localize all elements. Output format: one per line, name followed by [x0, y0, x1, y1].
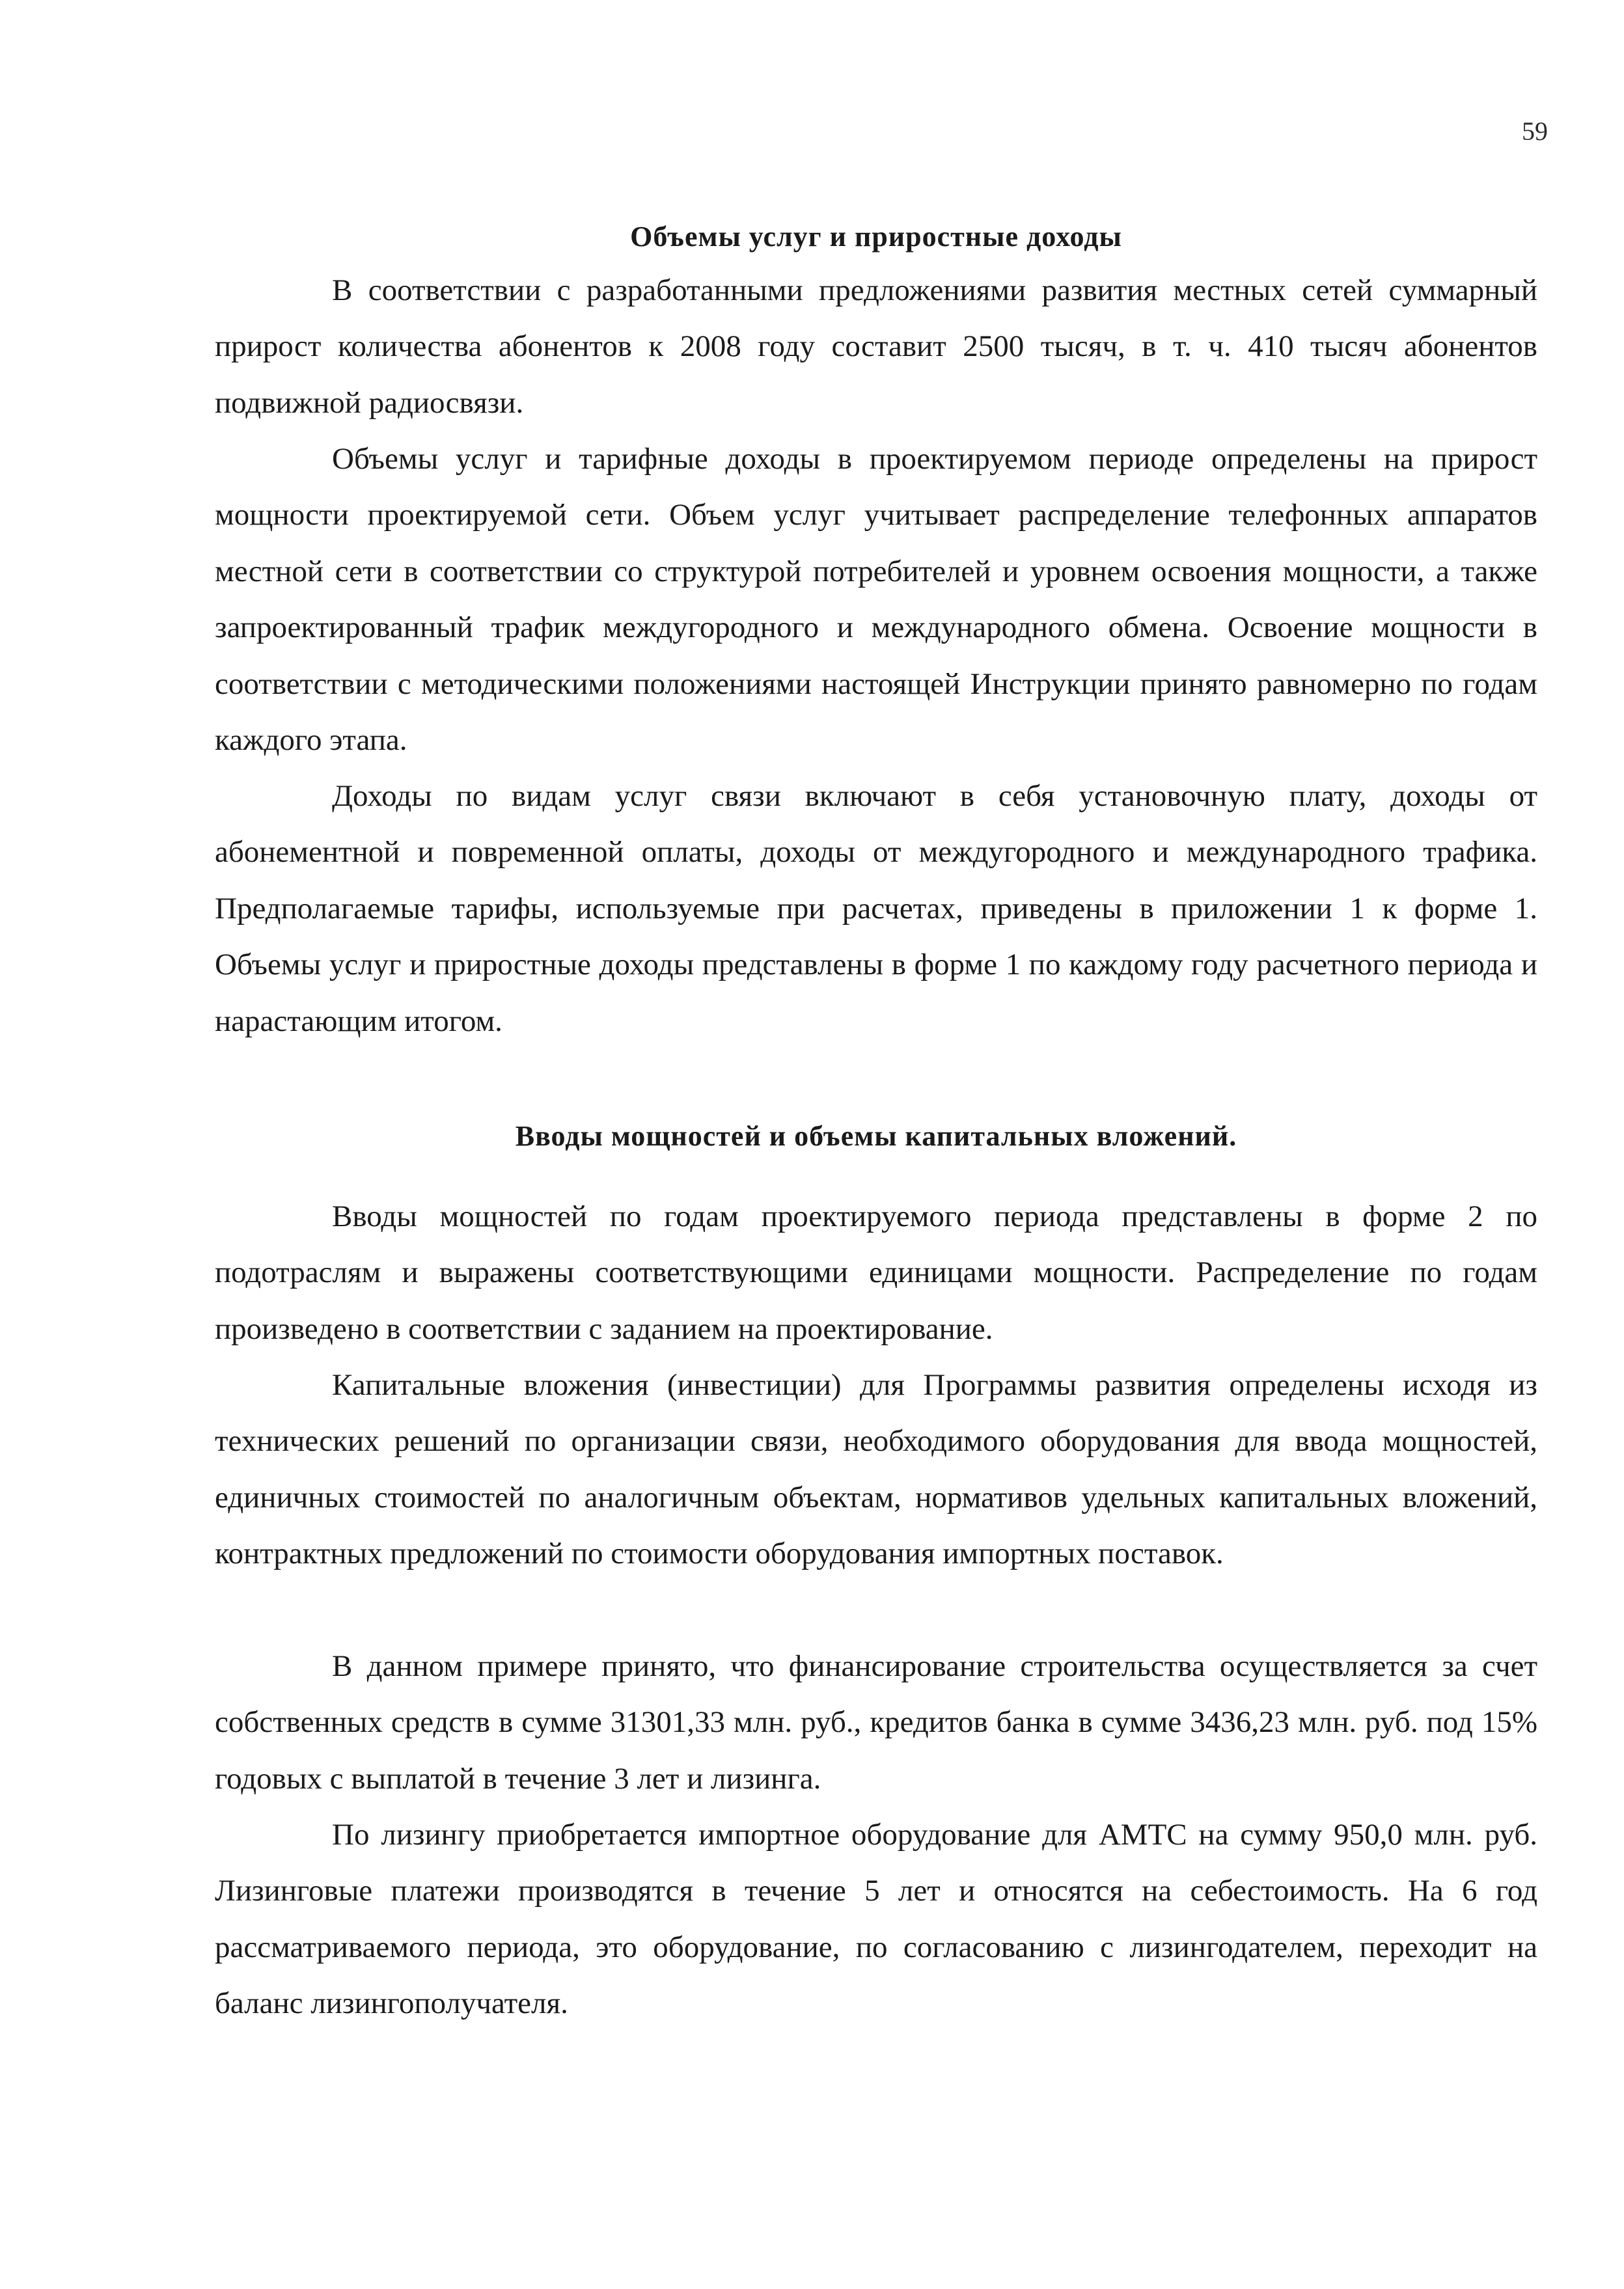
paragraph-income-types: Доходы по видам услуг связи включают в себя установочную плату, доходы от абонементной и повременной оплаты, доходы от междугородного и международного трафика. Предполагаемые тарифы, используемые при расчетах, приведены в приложении 1 к форме 1. Объемы услуг и приростные доходы представлены в форме 1 по каждому году расчетного периода и нарастающим итогом.	[215, 779, 1537, 1038]
paragraph-capital-investments: Капитальные вложения (инвестиции) для Программы развития определены исходя из технических решений по организации связи, необходимого оборудования для ввода мощностей, единичных стоимостей по аналогичным объектам, нормативов удельных капитальных вложений, контрактных предложений по стоимости оборудования импортных поставок.	[215, 1368, 1537, 1571]
section-title-capital: Вводы мощностей и объемы капитальных вложений.	[515, 1120, 1237, 1152]
paragraph-financing: В данном примере принято, что финансирование строительства осуществляется за счет собственных средств в сумме 31301,33 млн. руб., кредитов банка в сумме 3436,23 млн. руб. под 15% годовых с выплатой в течение 3 лет и лизинга.	[215, 1649, 1537, 1796]
paragraph-capacity-inputs: Вводы мощностей по годам проектируемого периода представлены в форме 2 по подотраслям и выражены соответствующими единицами мощности. Распределение по годам произведено в соответствии с заданием на проектирование.	[215, 1199, 1537, 1346]
paragraph-leasing: По лизингу приобретается импортное оборудование для АМТС на сумму 950,0 млн. руб. Лизинговые платежи производятся в течение 5 лет и относятся на себестоимость. На 6 год рассматриваемого периода, это оборудование, по согласованию с лизингодателем, переходит на баланс лизингополучателя.	[215, 1818, 1537, 2021]
paragraph-service-volumes: Объемы услуг и тарифные доходы в проектируемом периоде определены на прирост мощности проектируемой сети. Объем услуг учитывает распределение телефонных аппаратов местной сети в соответствии со структурой потребителей и уровнем освоения мощности, а также запроектированный трафик междугородного и международного обмена. Освоение мощности в соответствии с методическими положениями настоящей Инструкции принято равномерно по годам каждого этапа.	[215, 442, 1537, 758]
page-number: 59	[1522, 117, 1548, 146]
paragraph-subscriber-growth: В соответствии с разработанными предложениями развития местных сетей суммарный прирост количества абонентов к 2008 году составит 2500 тысяч, в т. ч. 410 тысяч абонентов подвижной радиосвязи.	[215, 273, 1537, 420]
section-title-services: Объемы услуг и приростные доходы	[630, 221, 1122, 253]
